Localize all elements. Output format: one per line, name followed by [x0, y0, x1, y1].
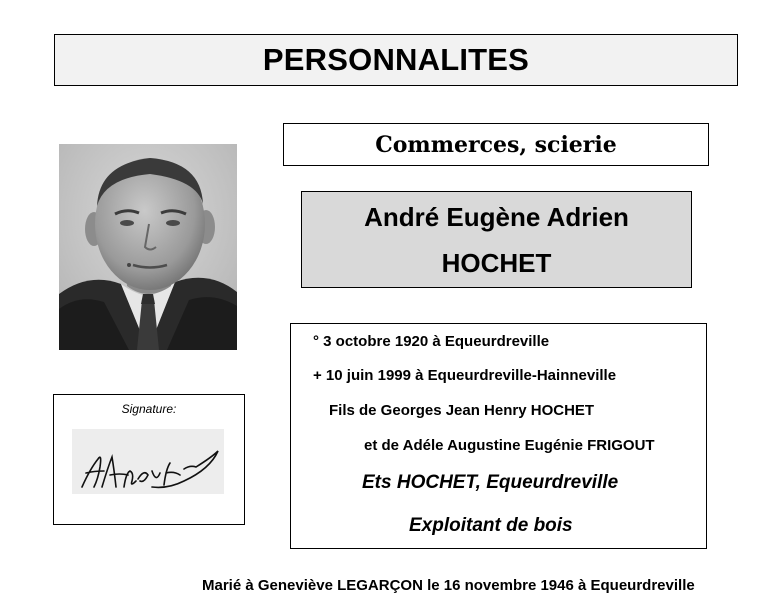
signature-label: Signature:: [121, 402, 177, 416]
person-surname: HOCHET: [441, 247, 552, 278]
person-name-box: [301, 191, 692, 288]
handwritten-signature: [72, 429, 224, 494]
birth-date: ° 3 octobre 1920 à Equeurdreville: [313, 333, 550, 350]
page-title-box: [54, 34, 738, 86]
category-box: [283, 123, 709, 166]
mother-name: et de Adéle Augustine Eugénie FRIGOUT: [364, 437, 655, 454]
signature-image: [72, 429, 224, 494]
profession: Exploitant de bois: [409, 515, 573, 536]
page-title: PERSONNALITES: [262, 42, 530, 77]
category-label: Commerces, scierie: [375, 131, 617, 158]
biography-box: [290, 323, 707, 549]
company-name: Ets HOCHET, Equeurdreville: [362, 472, 619, 493]
person-first-names: André Eugène Adrien: [364, 201, 629, 232]
father-name: Fils de Georges Jean Henry HOCHET: [329, 402, 595, 419]
portrait-photo: [59, 144, 237, 350]
portrait-image: [59, 144, 237, 350]
marriage-text: Marié à Geneviève LEGARÇON le 16 novembre 1946 à Equeurdreville: [202, 577, 695, 594]
death-date: + 10 juin 1999 à Equeurdreville-Hainneville: [313, 367, 617, 384]
signature-box: [53, 394, 245, 525]
